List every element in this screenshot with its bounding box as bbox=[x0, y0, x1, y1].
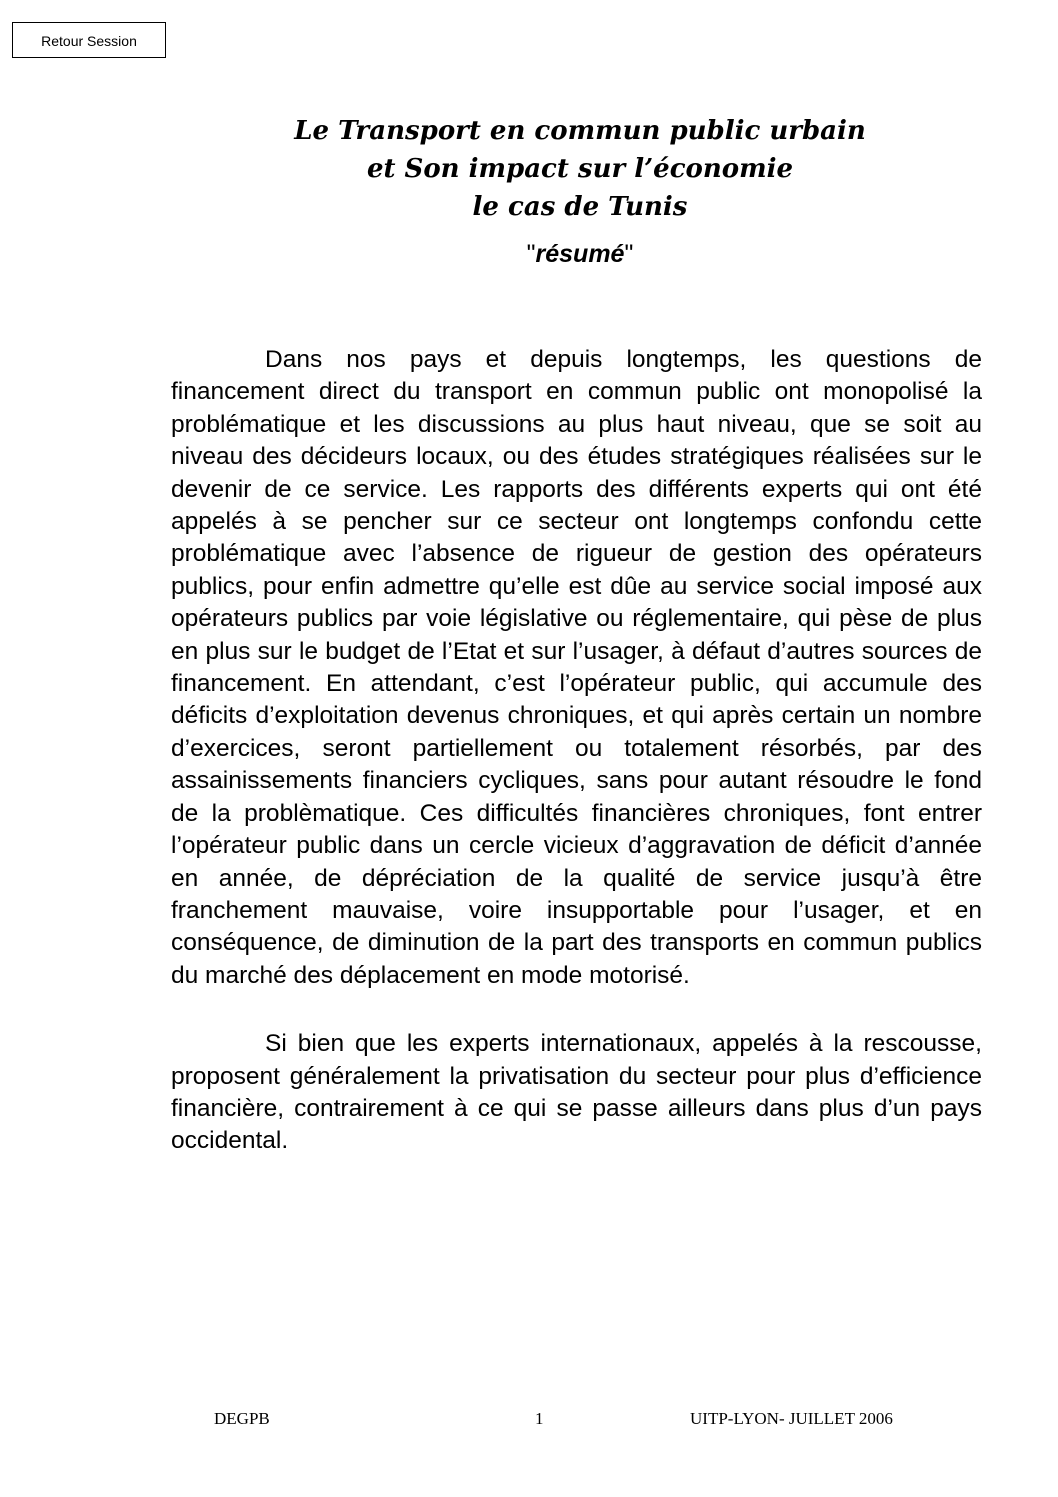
footer-page-number: 1 bbox=[535, 1409, 544, 1428]
body-paragraph-2: Si bien que les experts internationaux, appelés à la rescousse, proposent généralement la privatisation du secteur pour plus d’efficience financière, contrairement à ce qui se passe ailleurs dans plus d’un pays occidental. bbox=[171, 1030, 982, 1155]
body-paragraph-1: Dans nos pays et depuis longtemps, les questions de financement direct du transport en commun public ont monopolisé la problématique et les discussions au plus haut niveau, que se soit au niveau des décideurs locaux, ou des études stratégiques réalisées sur le devenir de ce service. Les rapports des différents experts qui ont été appelés à se pencher sur ce secteur ont longtemps confondu cette problématique avec l’absence de rigueur de gestion des opérateurs publics, pour enfin admettre qu’elle est dûe au service social imposé aux opérateurs publics par voie législative ou réglementaire, qui pèse de plus en plus sur le budget de l’Etat et sur l’usager, à défaut d’autres sources de financement. En attendant, c’est l’opérateur public, qui accumule des déficits d’exploitation devenus chroniques, et qui après certain un nombre d’exercices, seront partiellement ou totalement résorbés, par des assainissements financiers cycliques, sans pour autant résoudre le fond de la problèmatique. Ces difficultés financières chroniques, font entrer l’opérateur public dans un cercle vicieux d’aggravation de déficit d’année en année, de dépréciation de la qualité de service jusqu’à être franchement mauvaise, voire insupportable pour l’usager, et en conséquence, de diminution de la part des transports en commun publics du marché des déplacement en mode motorisé. bbox=[171, 346, 982, 989]
title-line-1: Le Transport en commun public urbain bbox=[294, 116, 866, 146]
document-body bbox=[171, 344, 982, 1194]
subtitle-close-quote: " bbox=[624, 240, 634, 268]
subtitle-open-quote: " bbox=[526, 240, 536, 268]
document-subtitle bbox=[170, 236, 990, 272]
title-line-2: et Son impact sur l’économie bbox=[366, 154, 794, 184]
retour-session-button[interactable]: Retour Session bbox=[12, 22, 166, 58]
subtitle-word: résumé bbox=[535, 240, 625, 268]
footer-event: UITP-LYON- JUILLET 2006 bbox=[690, 1409, 893, 1428]
title-line-3: le cas de Tunis bbox=[472, 192, 688, 222]
document-title bbox=[170, 112, 990, 226]
footer-organization: DEGPB bbox=[214, 1409, 270, 1428]
